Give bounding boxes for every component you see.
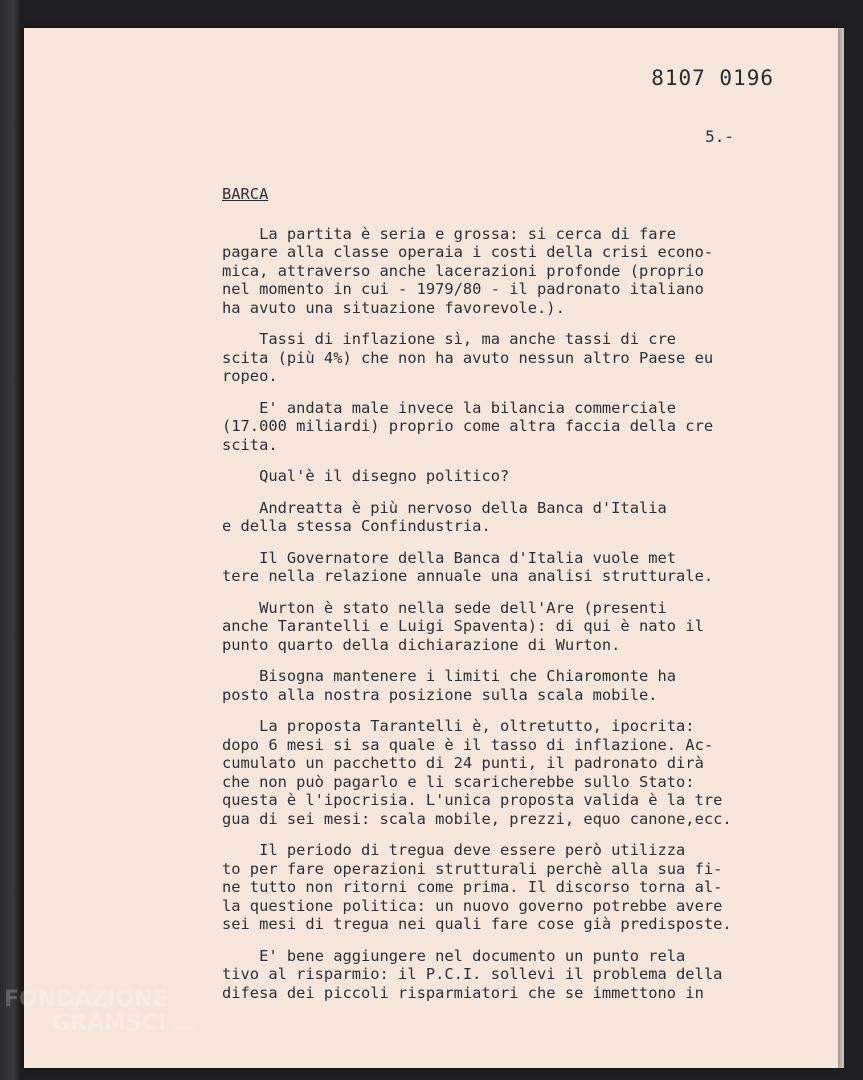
foundation-watermark-logo bbox=[4, 988, 196, 1040]
text-line: La partita è seria e grossa: si cerca di fare bbox=[222, 224, 677, 243]
watermark-suffix: onlus bbox=[172, 1023, 197, 1033]
archive-code: 8107 0196 bbox=[651, 66, 774, 90]
text-line: difesa dei piccoli risparmiatori che se immettono in bbox=[222, 983, 704, 1002]
text-line: ropeo. bbox=[222, 367, 278, 385]
text-line: e della stessa Confindustria. bbox=[222, 517, 491, 535]
text-line: anche Tarantelli e Luigi Spaventa): di qui è nato il bbox=[222, 617, 704, 635]
watermark-line1: FONDAZIONE bbox=[4, 987, 168, 1012]
binder-strip bbox=[0, 0, 22, 1080]
paragraph bbox=[222, 599, 782, 655]
text-line: nel momento in cui - 1979/80 - il padronato italiano bbox=[222, 280, 704, 298]
text-line: che non può pagarlo e li scaricherebbe sullo Stato: bbox=[222, 772, 695, 791]
text-line: tivo al risparmio: il P.C.I. sollevi il problema della bbox=[222, 965, 723, 983]
paragraph bbox=[222, 667, 782, 704]
text-line: scita (più 4%) che non ha avuto nessun altro Paese eu bbox=[222, 348, 714, 367]
paragraph bbox=[222, 330, 782, 386]
paragraph bbox=[222, 947, 782, 1003]
text-line: Il periodo di tregua deve essere però utilizza bbox=[222, 841, 686, 859]
document-body bbox=[222, 185, 782, 1015]
section-heading: BARCA bbox=[222, 185, 269, 203]
text-line: punto quarto della dichiarazione di Wurton. bbox=[222, 635, 621, 654]
text-line: questa è l'ipocrisia. L'unica proposta valida è la tre bbox=[222, 791, 723, 809]
paragraph bbox=[222, 499, 782, 536]
text-line: (17.000 miliardi) proprio come altra faccia della cre bbox=[222, 417, 714, 435]
document-page bbox=[24, 28, 838, 1068]
page-number: 5.- bbox=[705, 127, 734, 146]
text-line: La proposta Tarantelli è, oltretutto, ipocrita: bbox=[222, 717, 695, 735]
watermark-line2: GRAMSCI bbox=[52, 1011, 167, 1036]
text-line: E' andata male invece la bilancia commerciale bbox=[222, 398, 677, 417]
text-line: dopo 6 mesi si sa quale è il tasso di inflazione. Ac- bbox=[222, 735, 714, 754]
text-line: Bisogna mantenere i limiti che Chiaromonte ha bbox=[222, 667, 677, 685]
paragraph bbox=[222, 841, 782, 934]
page-edge bbox=[838, 28, 844, 1068]
text-line: Qual'è il disegno politico? bbox=[222, 467, 510, 485]
text-line: Andreatta è più nervoso della Banca d'Italia bbox=[222, 498, 667, 517]
text-line: Il Governatore della Banca d'Italia vuole met bbox=[222, 548, 677, 567]
text-line: sei mesi di tregua nei quali fare cose già predisposte. bbox=[222, 915, 732, 933]
text-line: Wurton è stato nella sede dell'Are (presenti bbox=[222, 598, 667, 617]
paragraph bbox=[222, 549, 782, 586]
text-line: pagare alla classe operaia i costi della crisi econo- bbox=[222, 243, 714, 261]
paragraph bbox=[222, 225, 782, 318]
paragraph bbox=[222, 717, 782, 828]
text-line: posto alla nostra posizione sulla scala mobile. bbox=[222, 685, 658, 704]
text-line: scita. bbox=[222, 435, 278, 454]
text-line: la questione politica: un nuovo governo potrebbe avere bbox=[222, 896, 723, 915]
text-line: Tassi di inflazione sì, ma anche tassi di cre bbox=[222, 330, 677, 348]
text-line: ne tutto non ritorni come prima. Il discorso torna al- bbox=[222, 878, 723, 896]
text-line: ha avuto una situazione favorevole.). bbox=[222, 298, 565, 317]
text-line: gua di sei mesi: scala mobile, prezzi, equo canone,ecc. bbox=[222, 809, 732, 828]
paragraph-list bbox=[222, 225, 782, 1003]
text-line: mica, attraverso anche lacerazioni profonde (proprio bbox=[222, 261, 704, 280]
text-line: cumulato un pacchetto di 24 punti, il padronato dirà bbox=[222, 754, 704, 772]
text-line: E' bene aggiungere nel documento un punto rela bbox=[222, 946, 686, 965]
paragraph bbox=[222, 399, 782, 455]
text-line: tere nella relazione annuale una analisi strutturale. bbox=[222, 567, 714, 585]
paragraph bbox=[222, 467, 782, 486]
text-line: to per fare operazioni strutturali perchè alla sua fi- bbox=[222, 859, 723, 878]
